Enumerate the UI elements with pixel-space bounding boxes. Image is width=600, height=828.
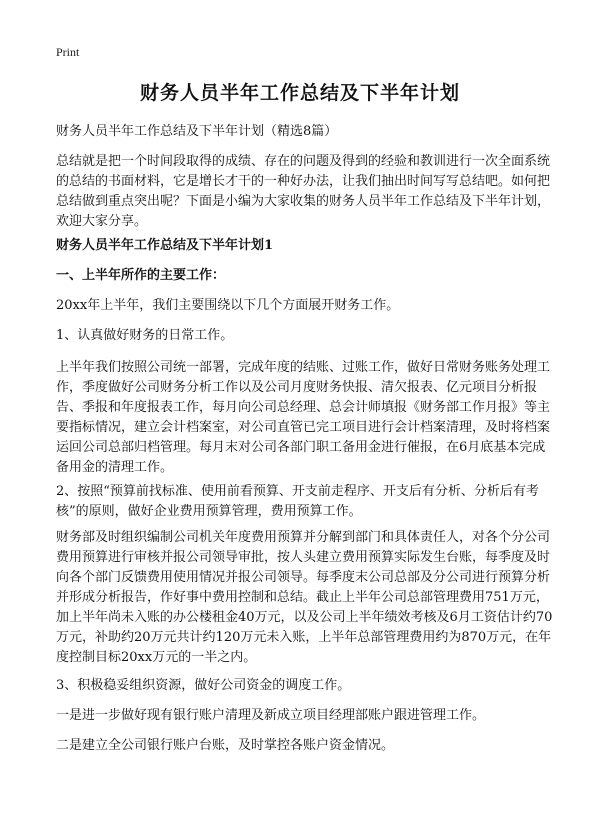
subsection-heading: 一、上半年所作的主要工作：	[56, 268, 226, 283]
paragraph: 二是建立全公司银行账户台账，及时掌控各账户资金情况。	[56, 738, 395, 753]
paragraph: 财务部及时组织编制公司机关年度费用预算并分解到部门和具体责任人，对各个分公司费用预算进行审核并报公司领导审批，按人头建立费用预算实际发生台账，每季度及时向各个部门反馈费用使用情况并报公司领导。每季度末公司总部及分公司进行预算分析并形成分析报告，作好事中费用控制和总结。截止上半年公司总部管理费用751万元，加上半年尚未入账的办公楼租金40万元，以及公司上半年绩效考核及6月工资估计约70万元，补助约20万元共计约120万元未入账，上半年总部管理费用约为870万元，在年度控制目标20xx万元的一半之内。	[56, 530, 553, 665]
intro-paragraph: 总结就是把一个时间段取得的成绩、存在的问题及得到的经验和教训进行一次全面系统的总结的书面材料，它是增长才干的一种好办法，让我们抽出时间写写总结吧。如何把总结做到重点突出呢？下面是小编为大家收集的财务人员半年工作总结及下半年计划，欢迎大家分享。	[56, 154, 551, 229]
list-item-heading: 2、按照“预算前找标准、使用前看预算、开支前走程序、开支后有分析、分析后有考核”的原则，做好企业费用预算管理，费用预算工作。	[56, 484, 539, 519]
document-title: 财务人员半年工作总结及下半年计划	[139, 82, 460, 104]
paragraph: 上半年我们按照公司统一部署，完成年度的结账、过账工作，做好日常财务账务处理工作，季度做好公司财务分析工作以及公司月度财务快报、清欠报表、亿元项目分析报告、季报和年度报表工作，每月向公司总经理、总会计师填报《财务部工作月报》等主要指标情况，建立会计档案室，对公司直管已完工项目进行会计档案清理，及时将档案运回公司总部归档管理。每月末对公司各部门职工备用金进行催报，在6月底基本完成备用金的清理工作。	[56, 360, 551, 475]
paragraph: 20xx年上半年，我们主要围绕以下几个方面展开财务工作。	[56, 298, 400, 313]
print-link[interactable]: Print	[56, 45, 80, 59]
list-item-heading: 1、认真做好财务的日常工作。	[56, 328, 234, 343]
list-item-heading: 3、积极稳妥组织资源，做好公司资金的调度工作。	[56, 678, 351, 693]
document-subtitle: 财务人员半年工作总结及下半年计划（精选8篇）	[56, 124, 338, 139]
paragraph: 一是进一步做好现有银行账户清理及新成立项目经理部账户跟进管理工作。	[56, 708, 486, 723]
section-heading: 财务人员半年工作总结及下半年计划1	[56, 238, 274, 253]
